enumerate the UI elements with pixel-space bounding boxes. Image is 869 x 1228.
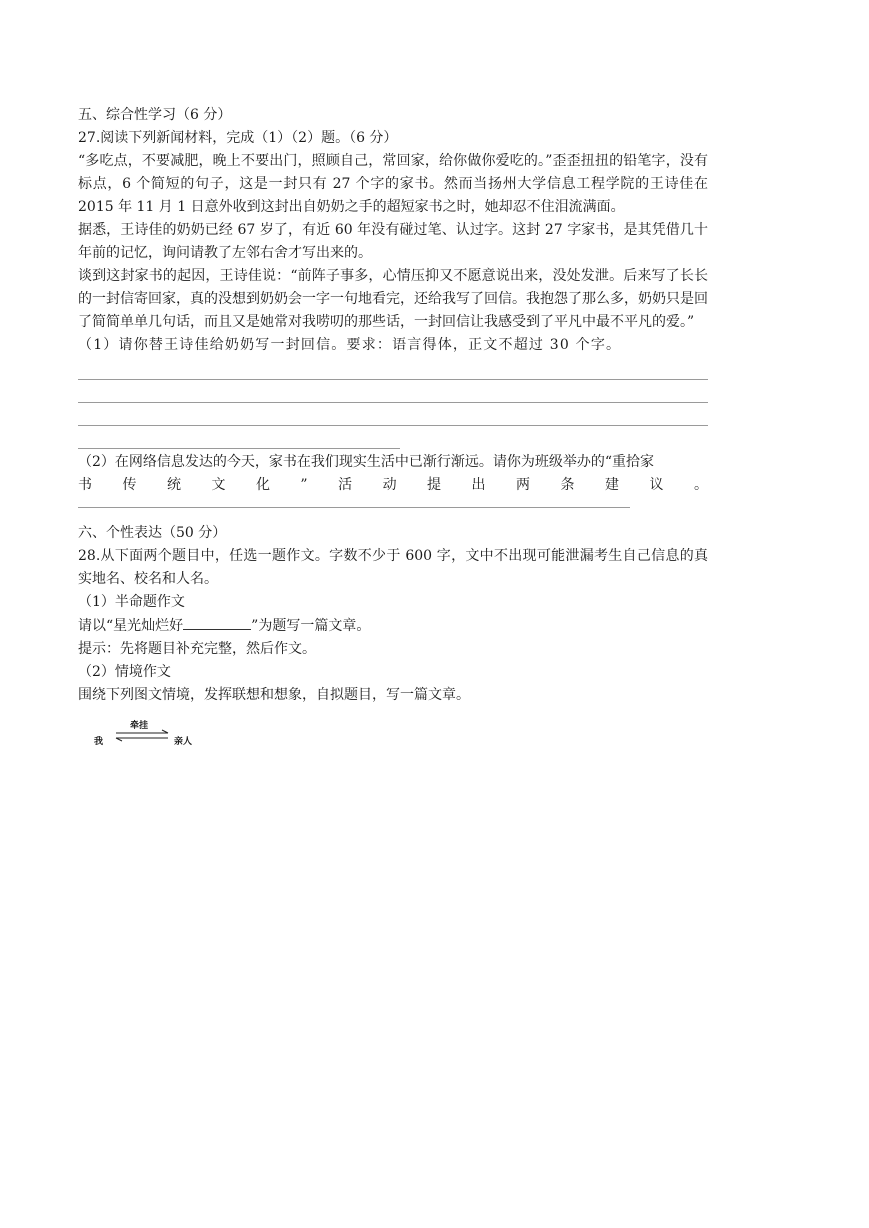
- exam-page: [78, 104, 708, 755]
- answer-line-3[interactable]: [78, 403, 708, 426]
- section6-heading: 六、个性表达（50 分）: [78, 525, 227, 541]
- option-1-prompt-after: ”为题写一篇文章。: [251, 618, 371, 634]
- double-arrow-icon: [114, 729, 170, 743]
- spaced-char: 提: [427, 477, 442, 493]
- spaced-char: ”: [300, 477, 308, 493]
- spaced-char: 建: [604, 477, 619, 493]
- section5-heading: 五、综合性学习（6 分）: [78, 107, 232, 123]
- spaced-char: 活: [338, 477, 353, 493]
- spaced-char: 化: [255, 477, 270, 493]
- title-blank[interactable]: [183, 614, 251, 630]
- q27-subquestion-1: （1）请你替王诗佳给奶奶写一封回信。要求：语言得体，正文不超过 30 个字。: [78, 337, 622, 353]
- spaced-char: 统: [166, 477, 181, 493]
- q27-paragraph-1: “多吃点，不要减肥，晚上不要出门，照顾自己，常回家，给你做你爱吃的。”歪歪扭扭的铅笔字，没有标点，6 个简短的句子，这是一封只有 27 个字的家书。然而当扬州大学信息工程学院的王诗佳在 2015 年 11 月 1 日意外收到这封出自奶奶之手的超短家书之时，她却忍不住泪流满面。: [78, 153, 708, 215]
- q27-subquestion-2-line-2: [78, 474, 708, 497]
- answer-line-1[interactable]: [78, 357, 708, 380]
- spaced-char: 两: [516, 477, 531, 493]
- answer-line-4[interactable]: [78, 426, 400, 449]
- figure-label-right: 亲人: [174, 737, 193, 747]
- q27-stem: 27.阅读下列新闻材料，完成（1）（2）题。（6 分）: [78, 130, 398, 146]
- option-2-prompt: 围绕下列图文情境，发挥联想和想象，自拟题目，写一篇文章。: [78, 687, 470, 703]
- spaced-char: 出: [471, 477, 486, 493]
- spaced-char: 传: [122, 477, 137, 493]
- option-2-title: （2）情境作文: [78, 664, 171, 680]
- spaced-char: 条: [560, 477, 575, 493]
- option-1-hint: 提示：先将题目补充完整，然后作文。: [78, 641, 316, 657]
- q27-paragraph-2: 据悉，王诗佳的奶奶已经 67 岁了，有近 60 年没有碰过笔、认过字。这封 27 字家书，是其凭借几十年前的记忆，询问请教了左邻右舍才写出来的。: [78, 222, 708, 261]
- q28-stem: 28.从下面两个题目中，任选一题作文。字数不少于 600 字，文中不出现可能泄漏考生自己信息的真实地名、校名和人名。: [78, 548, 708, 587]
- situation-figure: [78, 715, 218, 755]
- spaced-char: 。: [693, 477, 708, 493]
- option-1-prompt: [78, 614, 708, 638]
- figure-label-left: 我: [94, 737, 104, 747]
- q27-subquestion-2-line-1: （2）在网络信息发达的今天，家书在我们现实生活中已渐行渐远。请你为班级举办的“重拾家: [78, 454, 655, 470]
- spaced-char: 动: [382, 477, 397, 493]
- answer-line-5[interactable]: [78, 497, 630, 508]
- spaced-char: 文: [211, 477, 226, 493]
- option-1-title: （1）半命题作文: [78, 594, 185, 610]
- figure-label-top: 牵挂: [130, 721, 149, 731]
- spaced-char: 书: [78, 477, 92, 493]
- option-1-prompt-before: 请以“星光灿烂好: [78, 618, 184, 634]
- q27-paragraph-3: 谈到这封家书的起因，王诗佳说：“前阵子事多，心情压抑又不愿意说出来，没处发泄。后来写了长长的一封信寄回家，真的没想到奶奶会一字一句地看完，还给我写了回信。我抱怨了那么多，奶奶只是回了简简单单几句话，而且又是她常对我唠叨的那些话，一封回信让我感受到了平凡中最不平凡的爱。”: [78, 268, 708, 330]
- spaced-char: 议: [649, 477, 664, 493]
- answer-line-2[interactable]: [78, 380, 708, 403]
